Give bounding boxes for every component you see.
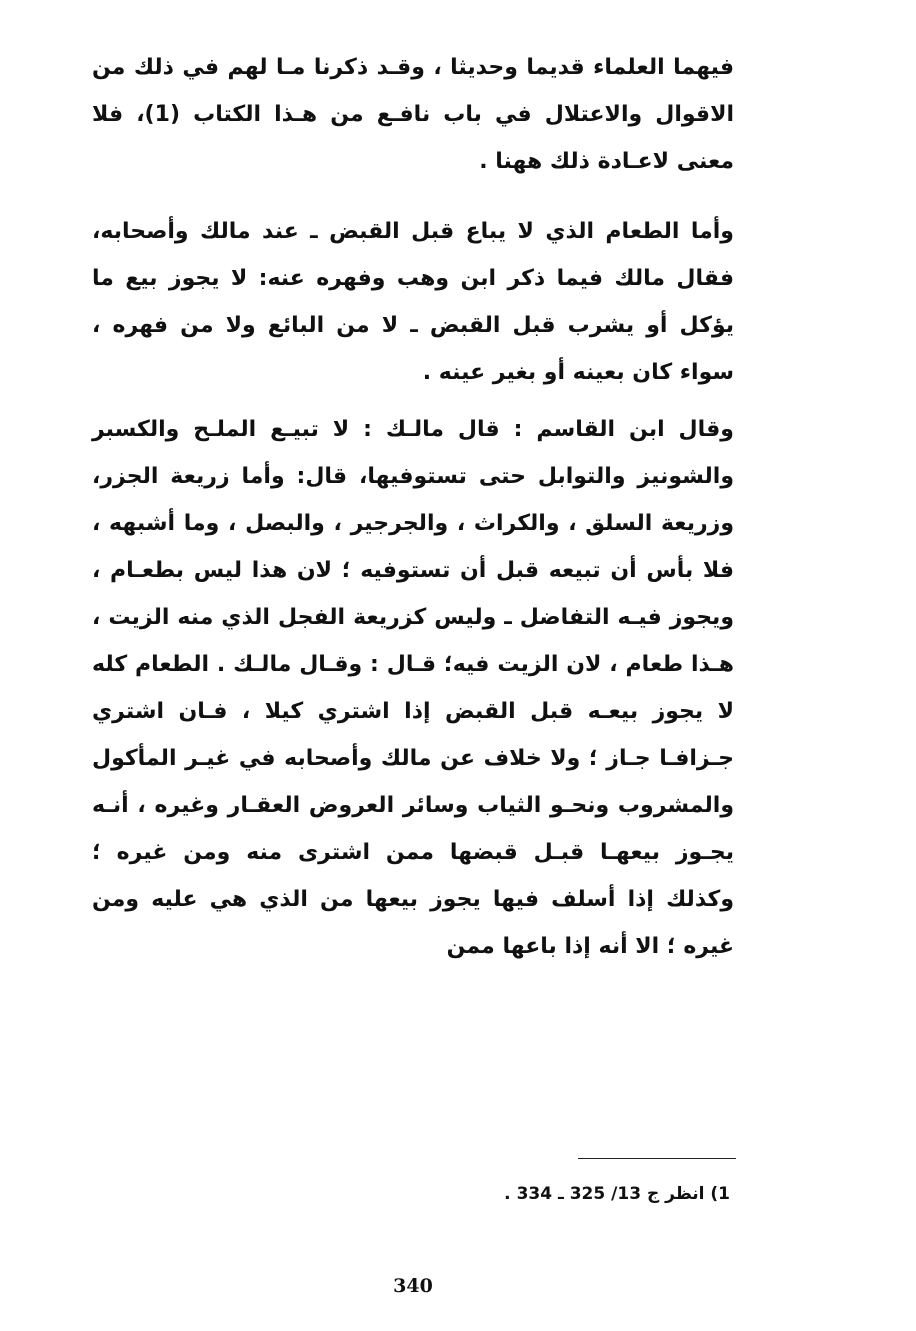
paragraph-2: وأما الطعام الذي لا يباع قبل القبض ـ عند مالك وأصحابه، فقال مالك فيما ذكر ابن وهب وفهره عنه: لا يجوز بيع ما يؤكل أو يشرب قبل القبض ـ لا من البائع ولا من فهره ، سواء كان بعينه أو بغير عينه . [92, 219, 734, 385]
paragraph-3: وقال ابن القاسم : قال مالـك : لا تبيـع الملـح والكسبر والشونيز والتوابل حتى تستوفيها، قال: وأما زريعة الجزر، وزريعة السلق ، والكراث ، والجرجير ، والبصل ، وما أشبهه ، فلا بأس أن تبيعه قبل أن تستوفيه ؛ لان هذا ليس بطعـام ، ويجوز فيـه التفاضل ـ وليس كزريعة الفجل الذي منه الزيت ، هـذا طعام ، لان الزيت فيه؛ قـال : وقـال مالـك . الطعام كله لا يجوز بيعـه قبل القبض إذا اشتري كيلا ، فـان اشتري جـزافـا جـاز ؛ ولا خلاف عن مالك وأصحابه في غيـر المأكول والمشروب ونحـو الثياب وسائر العروض العقـار وغيره ، أنـه يجـوز بيعهـا قبـل قبضها ممن اشترى منه ومن غيره ؛ وكذلك إذا أسلف فيها يجوز بيعها من الذي هي عليه ومن غيره ؛ الا أنه إذا باعها ممن [92, 417, 734, 959]
paragraph-1: فيهما العلماء قديما وحديثا ، وقـد ذكرنا مـا لهم في ذلك من الاقوال والاعتلال في باب نافـع من هـذا الكتاب (1)، فلا معنى لاعـادة ذلك ههنا . [92, 55, 734, 174]
footnote: 1) انظر ج 13/ 325 ـ 334 . [504, 1184, 730, 1204]
page-number: 340 [393, 1275, 433, 1297]
footnote-divider [578, 1158, 736, 1159]
